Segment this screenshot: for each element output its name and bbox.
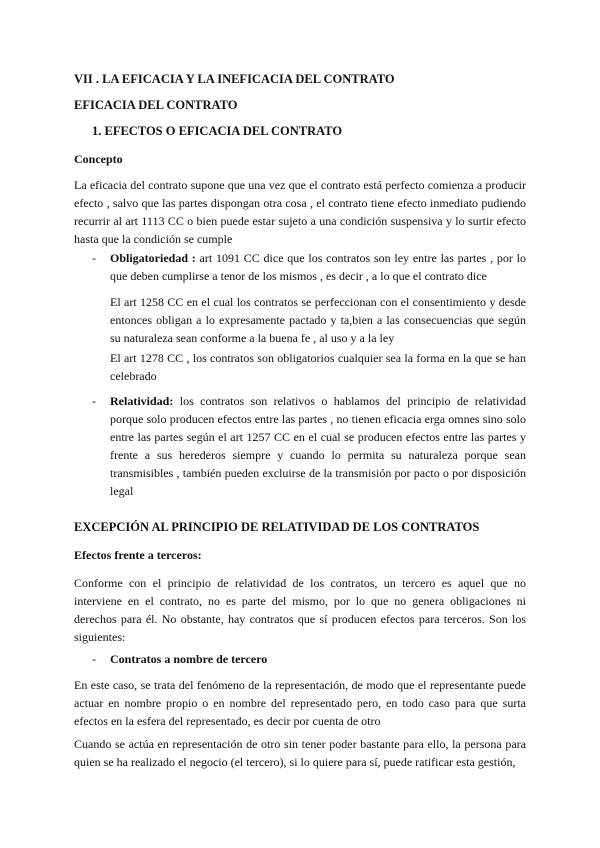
- relatividad-paragraph: [110, 392, 526, 500]
- obligatoriedad-label: Obligatoriedad :: [110, 251, 196, 265]
- obligatoriedad-text: art 1091 CC dice que los contratos son ley entre las partes , por lo que deben cumplirse a tenor de los mismos , es decir , a lo que el contrato dice: [110, 251, 526, 283]
- concepto-heading: Concepto: [74, 152, 123, 166]
- obligatoriedad-paragraph: [110, 249, 526, 285]
- art1258-paragraph: El art 1258 CC en el cual los contratos se perfeccionan con el consentimiento y desde entonces obligan a lo expresamente pactado y ta,bien a las consecuencias que según su naturaleza sean conforme a la buena fe , al uso y a la ley: [110, 295, 526, 345]
- efectos-paragraph: Conforme con el principio de relatividad de los contratos, un tercero es aquel que no interviene en el contrato, no es parte del mismo, por lo que no genera obligaciones ni derechos para él. No obstante, hay contratos que sí producen efectos para terceros. Son los siguientes:: [74, 576, 526, 644]
- chapter-title: VII . LA EFICACIA Y LA INEFICACIA DEL CONTRATO: [74, 72, 395, 86]
- relatividad-text: los contratos son relativos o hablamos del principio de relatividad porque solo producen efectos entre las partes , no tienen eficacia erga omnes sino solo entre las partes según el art 1257 CC en el cual se producen efectos entre las partes y frente a sus herederos siempre y cuando lo permita su naturaleza porque sean transmisibles , también pueden excluirse de la transmisión por pacto o por disposición legal: [110, 394, 526, 498]
- nombre-tercero-label: Contratos a nombre de tercero: [110, 652, 268, 666]
- representacion-paragraph: En este caso, se trata del fenómeno de la representación, de modo que el representante puede actuar en nombre propio o en nombre del representado pero, en todo caso para que surta efectos en la esfera del representado, es decir por cuenta de otro: [74, 678, 526, 728]
- cuando-paragraph: Cuando se actúa en representación de otro sin tener poder bastante para ello, la persona para quien se ha realizado el negocio (el tercero), si lo quiere para sí, puede ratificar esta gestión,: [74, 737, 526, 769]
- concepto-paragraph: La eficacia del contrato supone que una vez que el contrato está perfecto comienza a producir efecto , salvo que las partes dispongan otra cosa , el contrato tiene efecto inmediato pudiendo recurrir al art 1113 CC o bien puede estar sujeto a una condición suspensiva y lo surtir efecto hasta que la condición se cumple: [74, 178, 526, 246]
- bullet-dash-relatividad: -: [92, 394, 96, 408]
- subsection-heading-efectos: 1. EFECTOS O EFICACIA DEL CONTRATO: [92, 124, 343, 138]
- efectos-heading: Efectos frente a terceros:: [74, 548, 202, 562]
- bullet-dash-obligatoriedad: -: [92, 251, 96, 265]
- section-heading-excepcion: EXCEPCIÓN AL PRINCIPIO DE RELATIVIDAD DE LOS CONTRATOS: [74, 520, 480, 534]
- section-heading-eficacia: EFICACIA DEL CONTRATO: [74, 98, 238, 112]
- bullet-dash-nombre-tercero: -: [92, 652, 96, 666]
- art1278-paragraph: El art 1278 CC , los contratos son obligatorios cualquier sea la forma en la que se han celebrado: [110, 351, 526, 383]
- relatividad-label: Relatividad:: [110, 394, 174, 408]
